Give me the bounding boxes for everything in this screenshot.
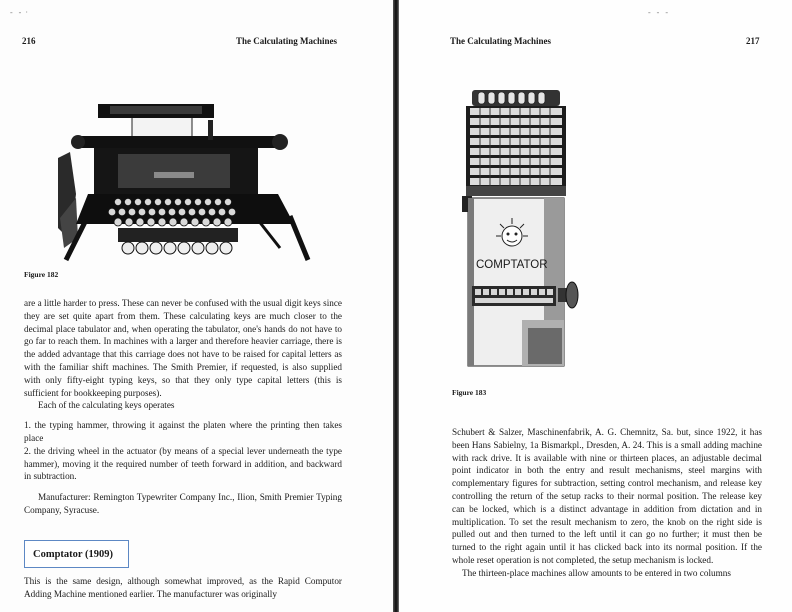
body-text-left-bottom bbox=[24, 575, 342, 601]
comptator-figure bbox=[462, 88, 582, 376]
paragraph: Schubert & Salzer, Maschinenfabrik, A. G. Chemnitz, Sa. but, since 1922, it has been Hans Sabielny, 1a Bismarkpl., Dresden, A. 24. This is a small adding machine with rack drive. It is available with nine or thirteen places, an adjustable decimal point indicator in both the entry and result mechanisms, steel margins with complementary figures for subtraction, setting control mechanism, and release key controlling the return of the setup racks to their normal position. The release key can be locked, which is a distinct advantage in addition from dictation and in multiplication. To set the result mechanism to zero, the knob on the right side is pulled out and then turned to the left until it can go no further; it must then be turned to the right again until it has clicked back into its normal position. If the whole reset operation is not completed, the setup mechanism is locked. bbox=[452, 427, 762, 565]
paragraph: The thirteen-place machines allow amounts to be entered in two columns bbox=[462, 567, 731, 578]
scan-mark: - - · bbox=[10, 8, 28, 17]
page-number-right: 217 bbox=[746, 36, 760, 46]
paragraph: This is the same design, although somewhat improved, as the Rapid Computor Adding Machine mentioned earlier. The manufacturer was originally bbox=[24, 576, 342, 599]
paragraph: Each of the calculating keys operates bbox=[38, 400, 175, 411]
left-page bbox=[0, 0, 395, 612]
paragraph: are a little harder to press. These can never be confused with the usual digit keys since they are set quite apart from them. These calculating keys are much closer to the decimal place tabulator and, when operating the tabulator, one's hands do not have to go far to reach them. In machines with a larger and therefore heavier carriage, there is the added advantage that this carriage does not have to be raised for capital letters as with the familiar shift machines. The Smith Premier, if requested, is also supplied with only fifty-eight typing keys, so that they only type capital letters (this is sufficient for bookkeeping purposes). bbox=[24, 298, 342, 398]
book-gutter bbox=[393, 0, 399, 612]
running-head-left: The Calculating Machines bbox=[236, 36, 338, 46]
manufacturer-paragraph: Manufacturer: Remington Typewriter Company Inc., Ilion, Smith Premier Typing Company, Syracuse. bbox=[24, 492, 342, 515]
body-text-left bbox=[24, 297, 342, 517]
list-item: 2. the driving wheel in the actuator (by means of a special lever underneath the type hammer), moving it the required number of teeth forward in addition, and backward in subtraction. bbox=[24, 445, 342, 482]
body-text-right bbox=[452, 426, 762, 580]
list-item: 1. the typing hammer, throwing it against the platen where the printing then takes place bbox=[24, 420, 342, 443]
section-heading-comptator[interactable]: Comptator (1909) bbox=[24, 540, 129, 568]
scan-mark: - - - bbox=[648, 8, 668, 17]
right-page bbox=[400, 0, 792, 612]
figure-caption-left: Figure 182 bbox=[24, 270, 59, 279]
typewriter-figure bbox=[58, 98, 330, 266]
figure-caption-right: Figure 183 bbox=[452, 388, 487, 397]
comptator-label: COMPTATOR bbox=[476, 259, 548, 271]
page-number-left: 216 bbox=[22, 36, 36, 46]
running-head-right: The Calculating Machines bbox=[450, 36, 552, 46]
